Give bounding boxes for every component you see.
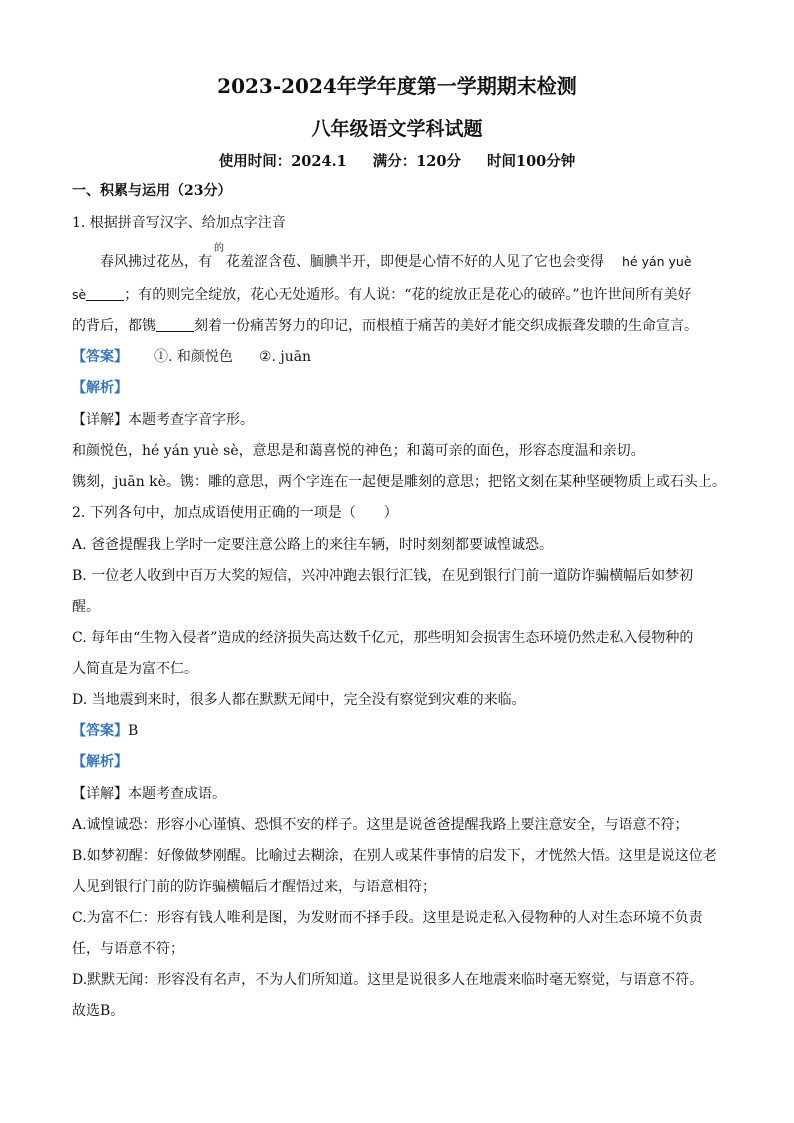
q1-answer: 【答案】 ①. 和颜悦色 ②. juān <box>72 349 312 365</box>
q2-option-d: D. 当地震到来时，很多人都在默默无闻中，完全没有察觉到灾难的来临。 <box>72 692 526 708</box>
q2-explanation-b-line-1: B.如梦初醒：好像做梦刚醒。比喻过去糊涂，在别人或某件事情的启发下，才恍然大悟。这里是说这位老 <box>72 848 717 864</box>
q2-option-b-line-2: 醒。 <box>72 599 100 615</box>
q1-explanation-1: 和颜悦色，hé yán yuè sè，意思是和蔼喜悦的神色；和蔼可亲的面色，形容态度温和亲切。 <box>72 443 645 459</box>
answer-blank-2[interactable] <box>156 317 194 332</box>
q1-explanation-2: 镌刻，juān kè。镌：雕的意思，两个字连在一起便是雕刻的意思；把铭文刻在某种坚硬物质上或石头上。 <box>72 474 726 490</box>
q2-detail: 【详解】本题考查成语。 <box>72 786 226 802</box>
answer-blank-1[interactable] <box>86 286 124 301</box>
q2-explanation-c-line-1: C.为富不仁：形容有钱人唯利是图，为发财而不择手段。这里是说走私入侵物种的人对生态环境不负责 <box>72 910 703 926</box>
q2-stem: 2. 下列各句中，加点成语使用正确的一项是（ ） <box>72 505 398 521</box>
exam-title: 2023-2024年学年度第一学期期末检测 <box>217 74 577 98</box>
info-score: 满分：120分 <box>372 153 461 170</box>
pinyin-2: sè <box>72 287 87 302</box>
exam-subtitle: 八年级语文学科试题 <box>311 118 483 140</box>
annotated-char: 的 <box>214 243 224 254</box>
q2-answer: 【答案】B <box>72 723 139 739</box>
q2-explanation-a: A.诚惶诚恐：形容小心谨慎、恐惧不安的样子。这里是说爸爸提醒我路上要注意安全，与语意不符； <box>72 817 689 833</box>
pinyin-1: hé yán yuè <box>622 254 692 269</box>
info-duration: 时间100分钟 <box>487 153 576 170</box>
info-time: 使用时间：2024.1 <box>218 153 347 170</box>
q1-detail: 【详解】本题考查字音字形。 <box>72 412 254 428</box>
q1-analysis-tag: 【解析】 <box>72 380 128 396</box>
exam-info <box>0 150 794 171</box>
q2-option-c-line-2: 人简直是为富不仁。 <box>72 661 198 677</box>
q2-conclusion: 故选B。 <box>72 1003 125 1019</box>
q1-paragraph-line-3: 的背后，都镌 刻着一份痛苦努力的印记，而根植于痛苦的美好才能交织成振聋发聩的生命宣言。 <box>72 318 698 334</box>
q2-option-b-line-1: B. 一位老人收到中百万大奖的短信，兴冲冲跑去银行汇钱，在见到银行门前一道防诈骗横幅后如梦初 <box>72 568 694 584</box>
q2-option-a: A. 爸爸提醒我上学时一定要注意公路上的来往车辆，时时刻刻都要诚惶诚恐。 <box>72 537 554 553</box>
section-heading: 一、积累与运用（23分） <box>72 183 232 199</box>
q2-option-c-line-1: C. 每年由“生物入侵者”造成的经济损失高达数千亿元，那些明知会损害生态环境仍然走私入侵物种的 <box>72 630 694 646</box>
q1-paragraph-line-2: sè ；有的则完全绽放，花心无处遁形。有人说：“花的绽放正是花心的破碎。”也许世间所有美好 <box>72 287 692 303</box>
q2-analysis-tag: 【解析】 <box>72 754 128 770</box>
q2-explanation-c-line-2: 任，与语意不符； <box>72 941 184 957</box>
answer-tag: 【答案】 <box>72 349 128 365</box>
q1-paragraph-line-1: 春风拂过花丛，有 的 花羞涩含苞、腼腆半开，即便是心情不好的人见了它也会变得 hé yán yuè <box>100 243 692 270</box>
q1-stem: 1. 根据拼音写汉字、给加点字注音 <box>72 215 286 231</box>
q2-explanation-b-line-2: 人见到银行门前的防诈骗横幅后才醒悟过来，与语意相符； <box>72 879 436 895</box>
q2-explanation-d: D.默默无闻：形容没有名声，不为人们所知道。这里是说很多人在地震来临时毫无察觉，与语意不符。 <box>72 972 704 988</box>
